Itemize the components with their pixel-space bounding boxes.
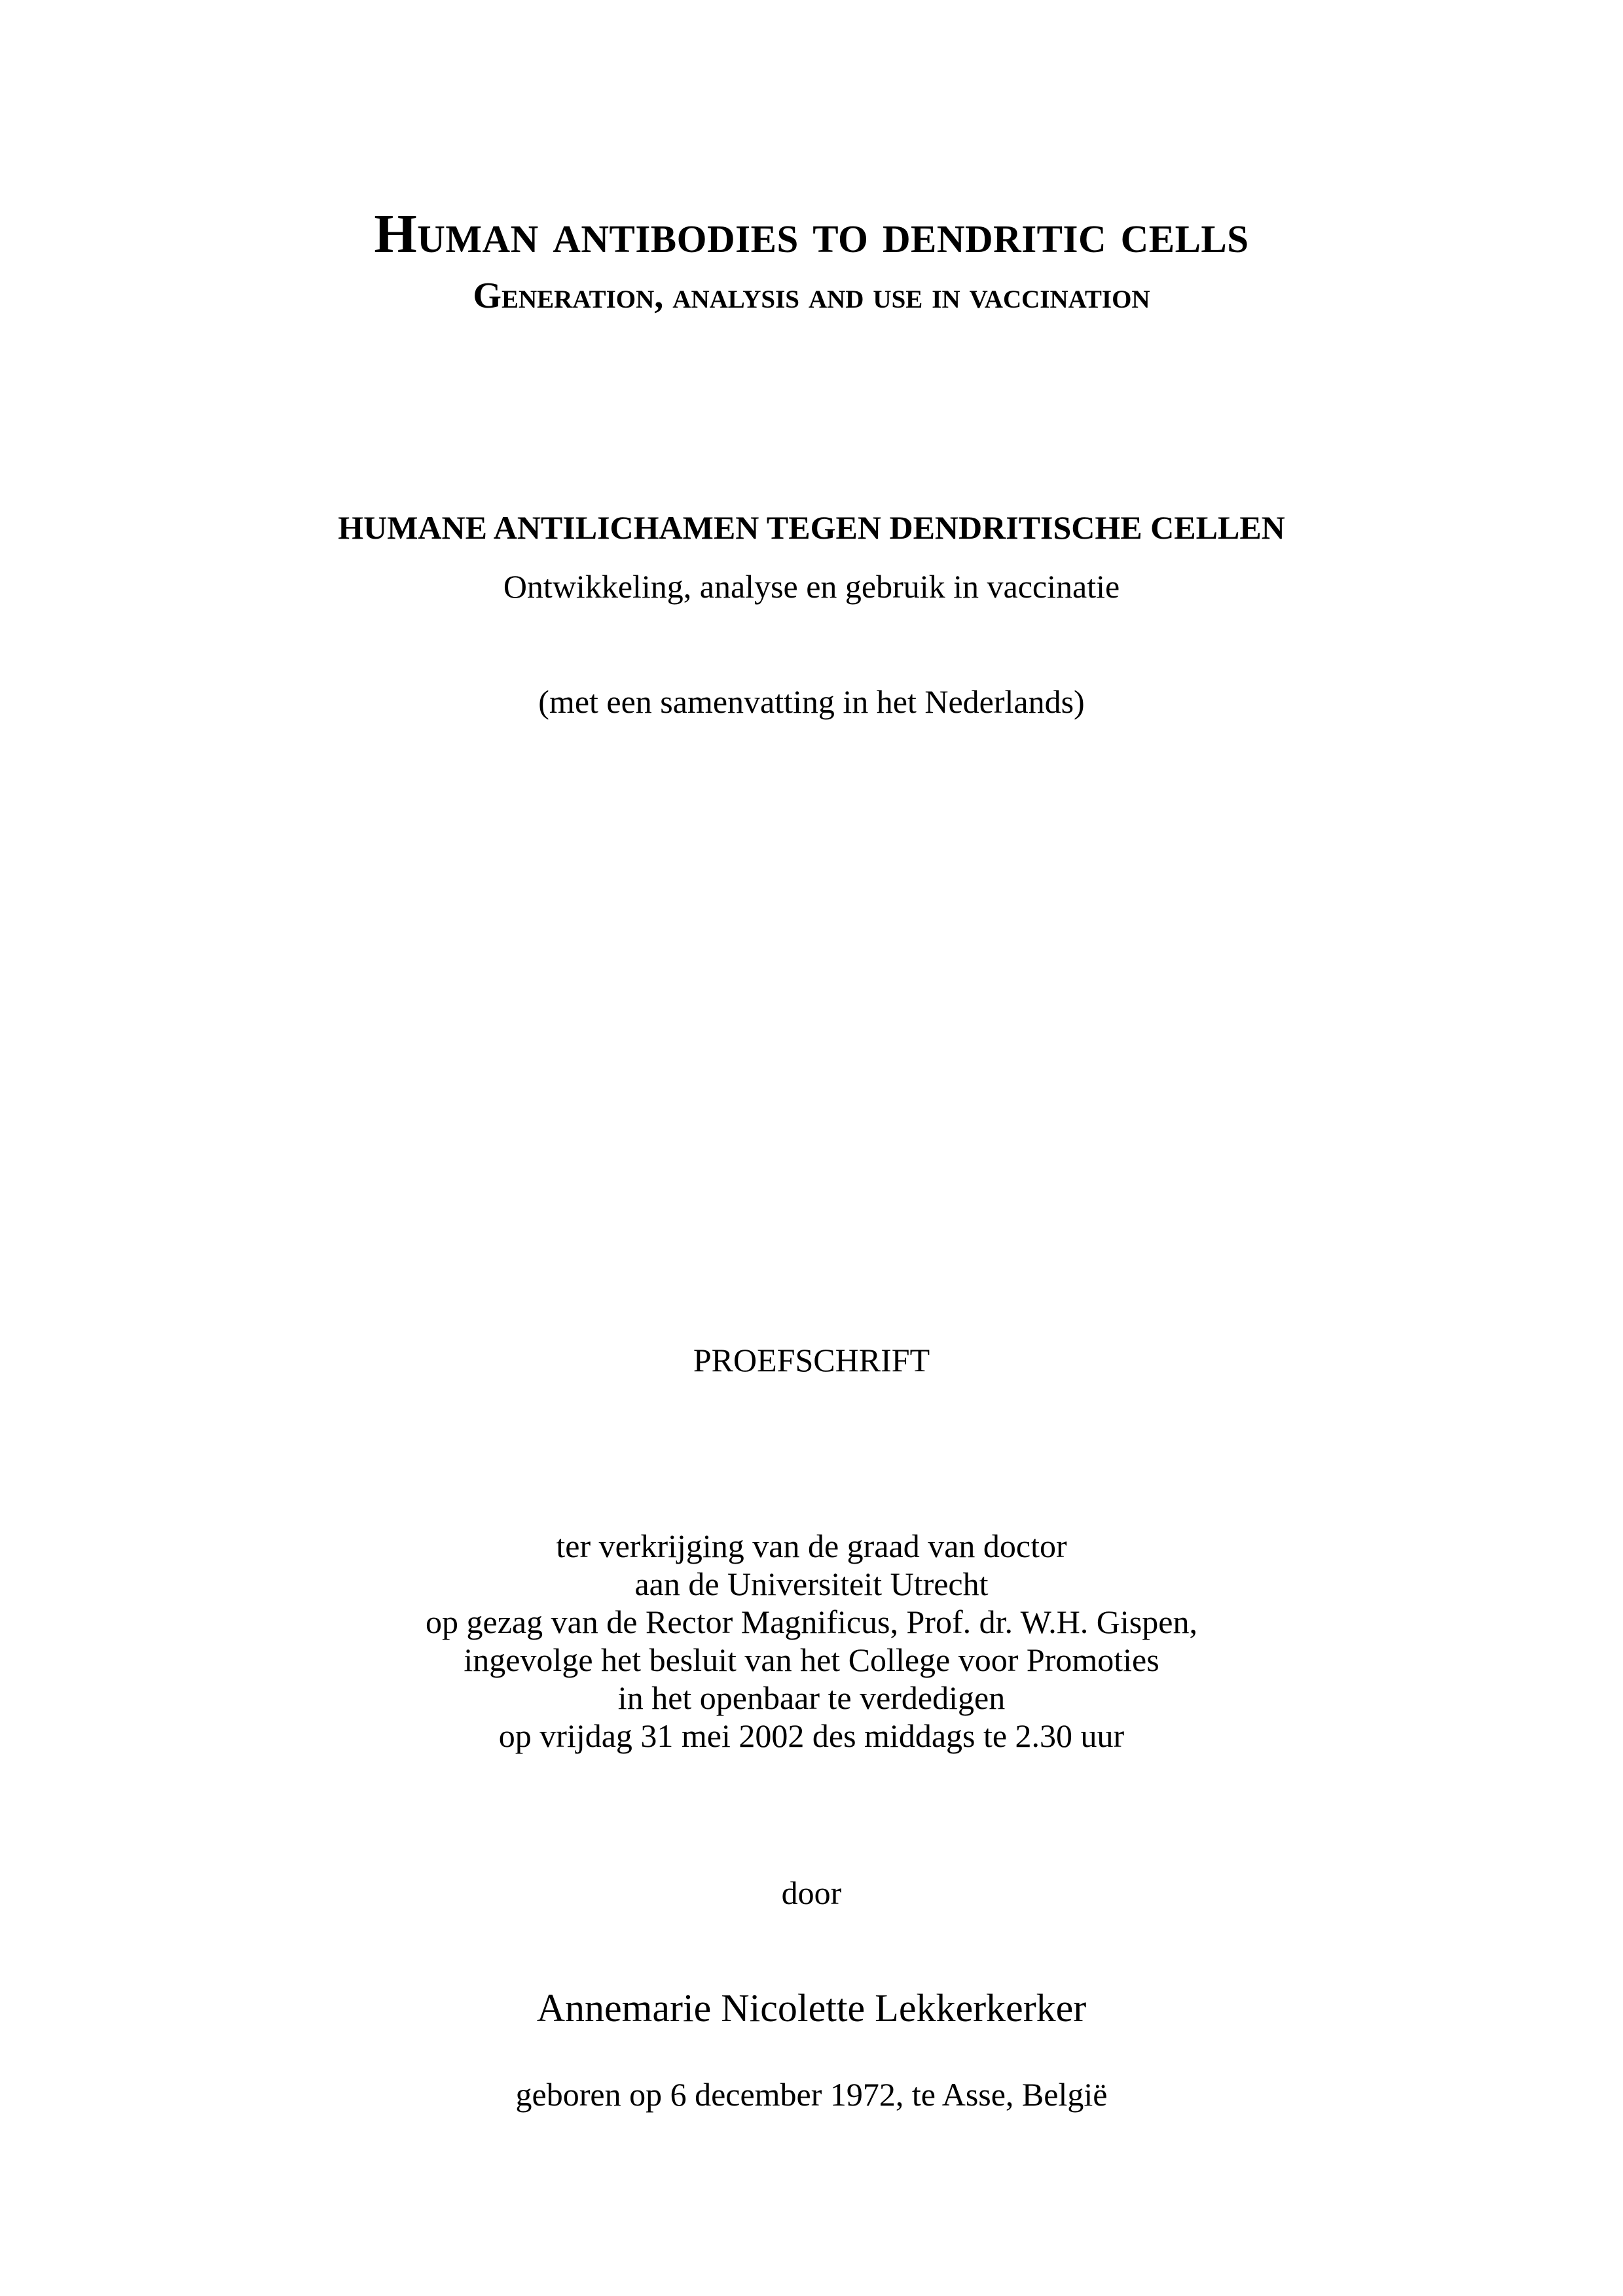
degree-statement xyxy=(0,1527,1623,1755)
thesis-subtitle-english: Generation, analysis and use in vaccination xyxy=(473,276,1150,316)
thesis-subtitle-dutch: Ontwikkeling, analyse en gebruik in vaccinatie xyxy=(503,568,1120,605)
by-label: door xyxy=(781,1874,842,1911)
summary-note: (met een samenvatting in het Nederlands) xyxy=(538,683,1085,720)
author-birth-info: geboren op 6 december 1972, te Asse, België xyxy=(515,2076,1108,2113)
author-name: Annemarie Nicolette Lekkerkerker xyxy=(536,1986,1087,2030)
thesis-title-dutch: HUMANE ANTILICHAMEN TEGEN DENDRITISCHE CELLEN xyxy=(338,509,1285,546)
thesis-title-english: Human antibodies to dendritic cells xyxy=(374,204,1249,264)
degree-line: ter verkrijging van de graad van doctor xyxy=(556,1528,1067,1564)
degree-line: ingevolge het besluit van het College voor Promoties xyxy=(464,1641,1159,1678)
degree-line: op gezag van de Rector Magnificus, Prof. dr. W.H. Gispen, xyxy=(426,1604,1197,1640)
degree-line: in het openbaar te verdedigen xyxy=(617,1679,1006,1716)
degree-line: aan de Universiteit Utrecht xyxy=(634,1566,989,1602)
degree-line: op vrijdag 31 mei 2002 des middags te 2.30 uur xyxy=(498,1717,1125,1754)
document-type-label: PROEFSCHRIFT xyxy=(693,1342,930,1378)
